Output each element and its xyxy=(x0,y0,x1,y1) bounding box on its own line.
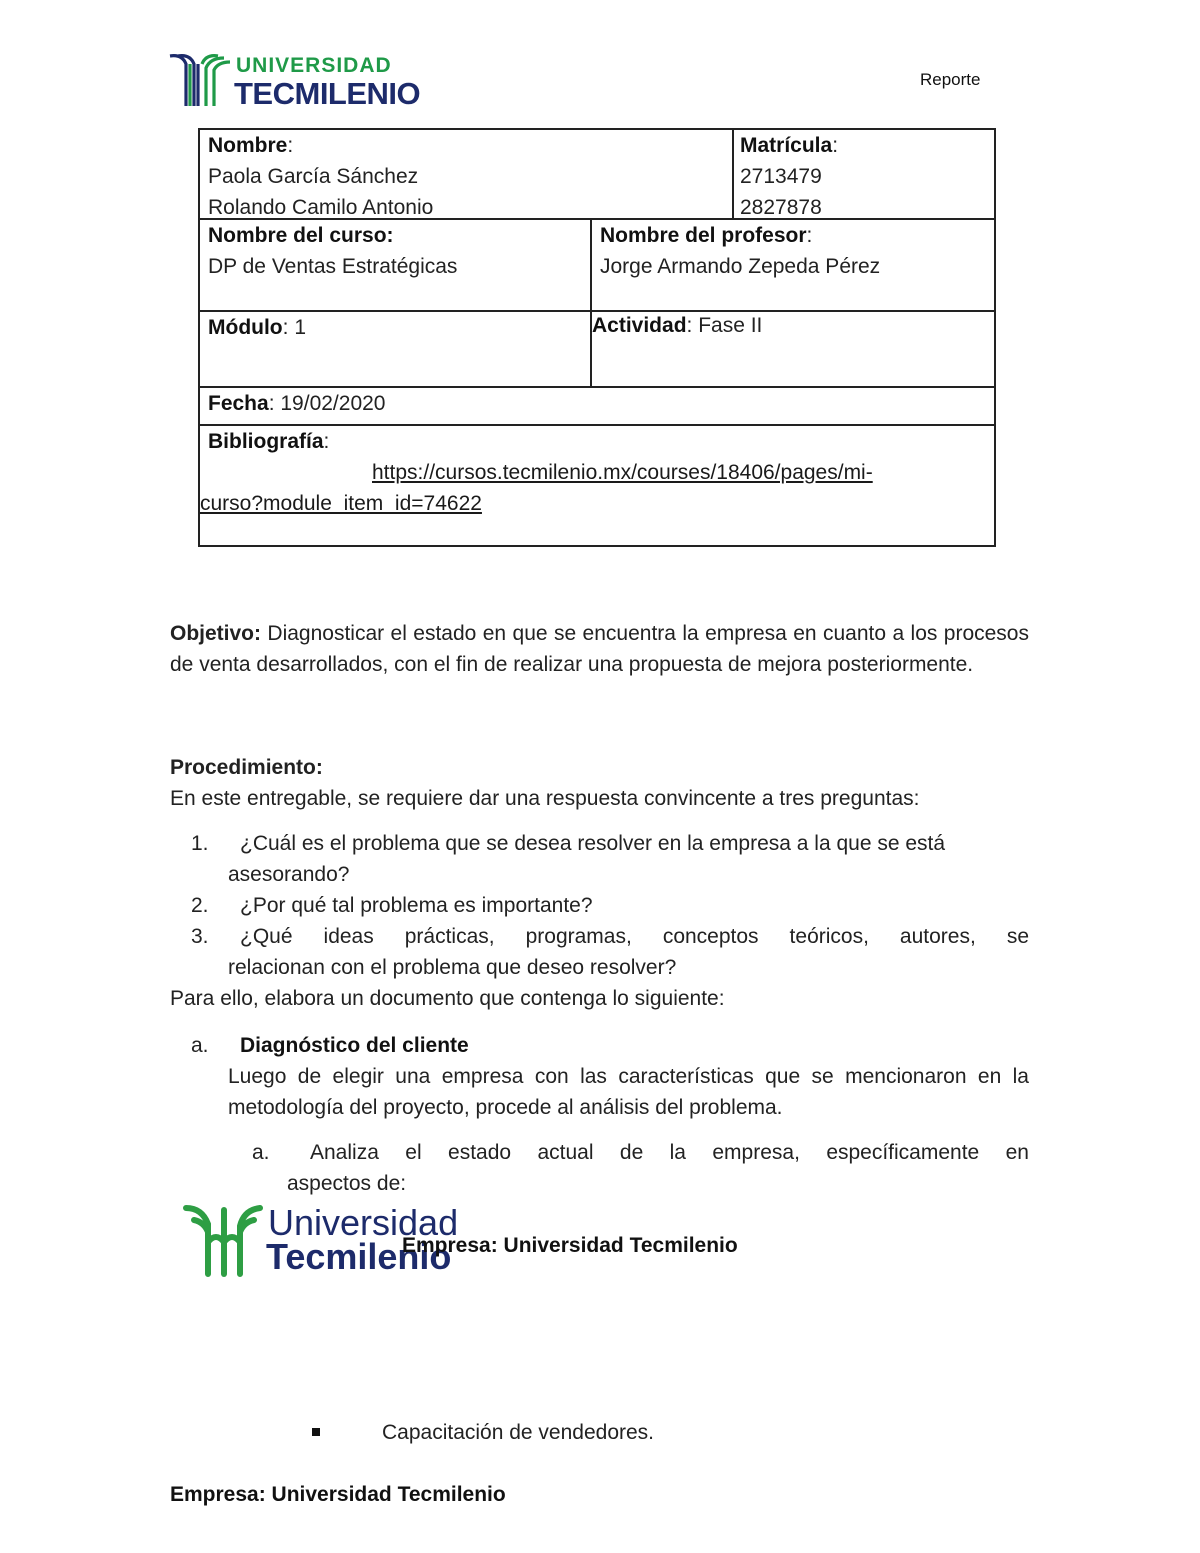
matricula-cell: Matrícula: 2713479 2827878 xyxy=(740,134,839,219)
profesor-label: Nombre del profesor xyxy=(600,224,807,247)
question-number-1: 1. xyxy=(191,832,209,855)
bibliografia-link-line1[interactable]: https://cursos.tecmilenio.mx/courses/18406/pages/mi- xyxy=(372,461,873,484)
empresa-footer-text: Empresa: Universidad Tecmilenio xyxy=(170,1483,506,1506)
curso-cell xyxy=(208,220,457,282)
question-3-line2: relacionan con el problema que deseo resolver? xyxy=(228,956,677,979)
profesor-value: Jorge Armando Zepeda Pérez xyxy=(600,255,881,278)
objetivo-text: Diagnosticar el estado en que se encuentra la empresa en cuanto a los procesos de venta desarrollados, con el fin de realizar una propuesta de mejora posteriormente. xyxy=(170,622,1029,676)
reporte-label: Reporte xyxy=(920,70,981,89)
bibliografia-cell: Bibliografía: xyxy=(208,430,330,453)
logo-text-tecmilenio: TECMILENIO xyxy=(234,76,421,111)
fecha-cell: Fecha: 19/02/2020 xyxy=(208,392,386,415)
objetivo-paragraph xyxy=(170,618,1029,680)
nombre-value-2: Rolando Camilo Antonio xyxy=(208,196,434,219)
tecmilenio-logo-icon xyxy=(168,50,232,110)
modulo-value: 1 xyxy=(294,316,306,339)
diagnostico-text: Luego de elegir una empresa con las características que se mencionaron en la metodología del proyecto, procede al análisis del problema. xyxy=(228,1065,1029,1119)
diagnostico-letter: a. xyxy=(191,1034,209,1057)
procedimiento-label: Procedimiento: xyxy=(170,756,323,779)
actividad-value: Fase II xyxy=(698,314,763,337)
tecmilenio-leaf-icon xyxy=(180,1198,264,1282)
sub-line1: Analiza el estado actual de la empresa, específicamente en xyxy=(310,1141,1029,1164)
procedimiento-intro: En este entregable, se requiere dar una respuesta convincente a tres preguntas: xyxy=(170,787,920,810)
big-logo-tecmilenio: Tecmilenio xyxy=(266,1236,452,1277)
para-ello-text: Para ello, elabora un documento que contenga lo siguiente: xyxy=(170,987,725,1010)
curso-value: DP de Ventas Estratégicas xyxy=(208,255,458,278)
actividad-label: Actividad xyxy=(592,314,687,337)
objetivo-label: Objetivo: xyxy=(170,622,262,645)
logo-text-universidad: UNIVERSIDAD xyxy=(236,54,392,77)
actividad-cell: Actividad: Fase II xyxy=(592,314,763,337)
table-divider xyxy=(590,220,592,388)
nombre-value-1: Paola García Sánchez xyxy=(208,165,419,188)
table-divider xyxy=(732,130,734,220)
nombre-label: Nombre xyxy=(208,134,288,157)
diagnostico-title: Diagnóstico del cliente xyxy=(240,1034,469,1057)
question-3-line1: ¿Qué ideas prácticas, programas, conceptos teóricos, autores, se xyxy=(240,925,1029,948)
matricula-value-2: 2827878 xyxy=(740,196,822,219)
matricula-value-1: 2713479 xyxy=(740,165,822,188)
question-1-line2: asesorando? xyxy=(228,863,350,886)
empresa-overlay-text: Empresa: Universidad Tecmilenio xyxy=(402,1234,738,1257)
question-1-line1: ¿Cuál es el problema que se desea resolver en la empresa a la que se está xyxy=(240,832,946,855)
fecha-label: Fecha xyxy=(208,392,269,415)
fecha-value: 19/02/2020 xyxy=(280,392,386,415)
question-number-3: 3. xyxy=(191,925,209,948)
bullet-square-icon xyxy=(312,1428,320,1436)
profesor-cell: Nombre del profesor: Jorge Armando Zepeda Pérez xyxy=(600,224,881,278)
sub-letter: a. xyxy=(252,1141,270,1164)
modulo-label: Módulo xyxy=(208,316,283,339)
bullet-item-text: Capacitación de vendedores. xyxy=(382,1421,655,1444)
question-number-2: 2. xyxy=(191,894,209,917)
curso-label: Nombre del curso: xyxy=(208,224,394,247)
modulo-cell: Módulo: 1 xyxy=(208,316,306,339)
question-2-line1: ¿Por qué tal problema es importante? xyxy=(240,894,593,917)
big-logo-universidad: Universidad xyxy=(268,1202,459,1243)
tecmilenio-header-logo xyxy=(168,50,458,112)
nombre-cell: Nombre: Paola García Sánchez Rolando Camilo Antonio xyxy=(208,134,434,219)
bibliografia-label: Bibliografía xyxy=(208,430,324,453)
bibliografia-link-line2[interactable]: curso?module_item_id=74622 xyxy=(200,492,482,515)
sub-line2: aspectos de: xyxy=(287,1172,407,1195)
matricula-label: Matrícula xyxy=(740,134,833,157)
info-table xyxy=(198,128,996,547)
